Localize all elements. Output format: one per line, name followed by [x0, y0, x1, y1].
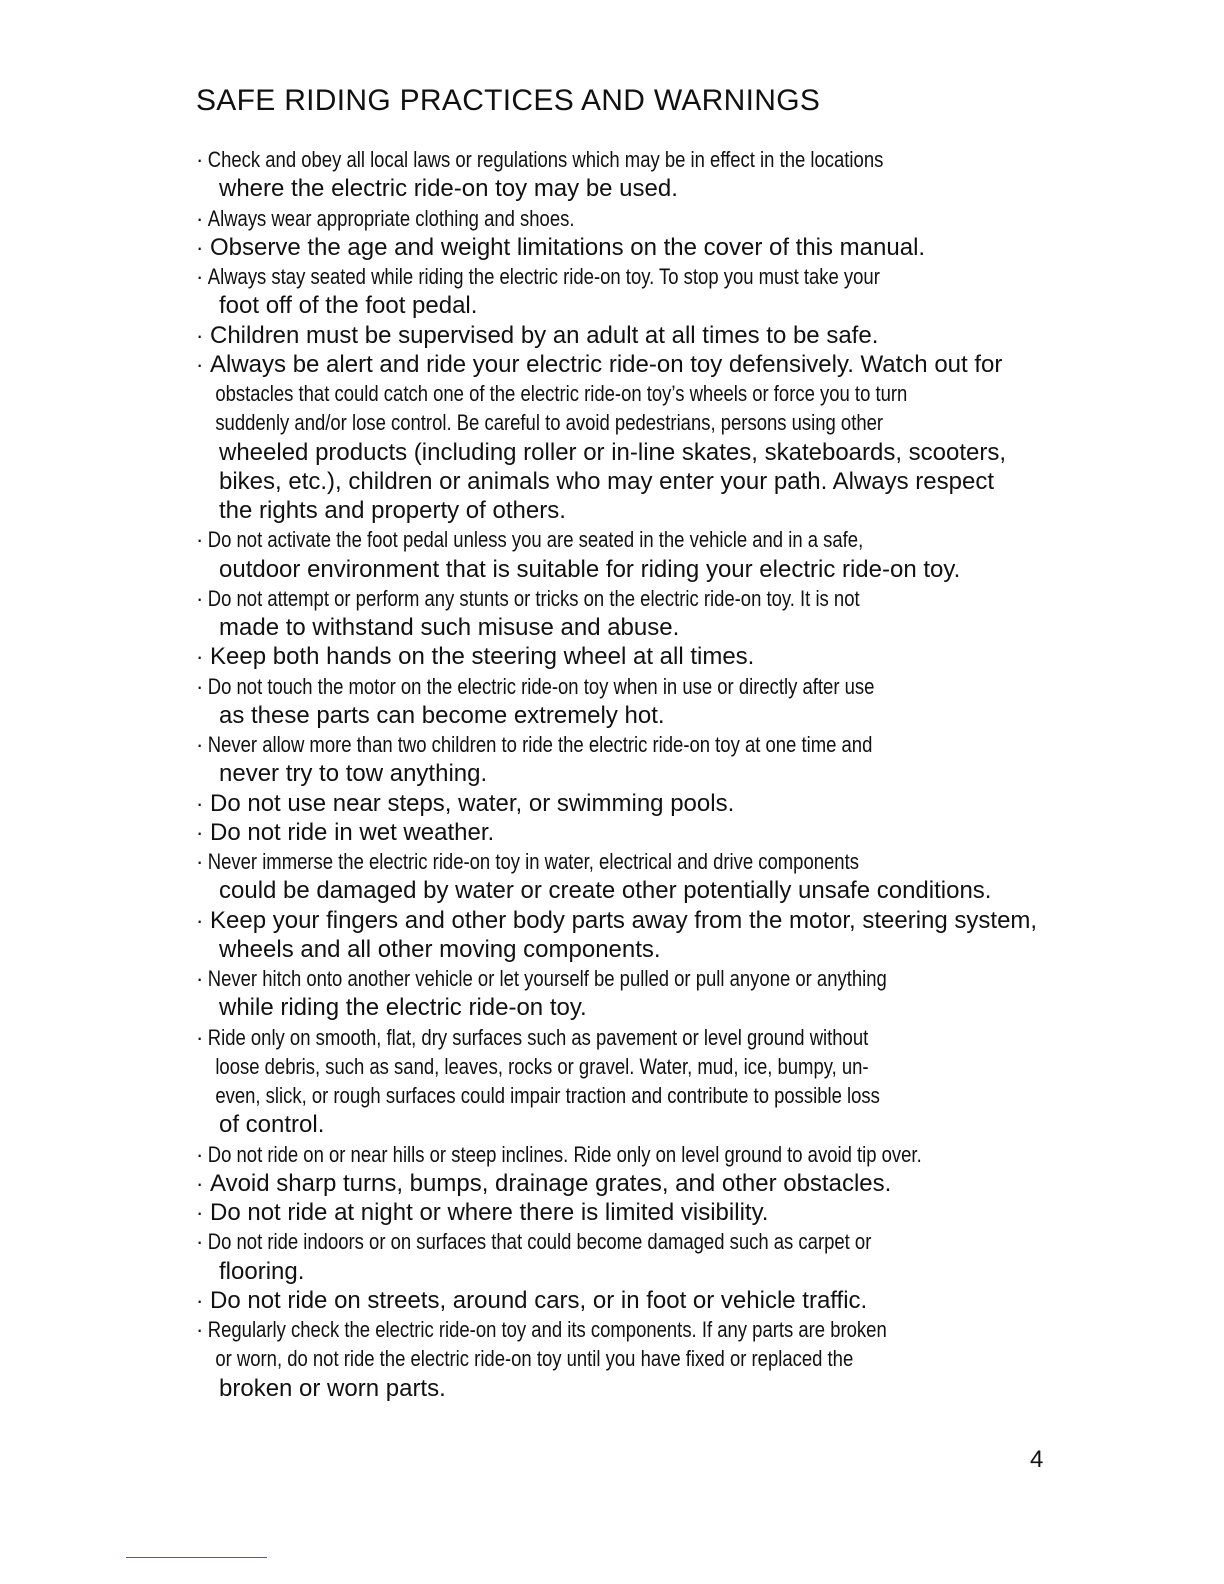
warning-text: Children must be supervised by an adult at all times to be safe. [210, 321, 879, 349]
warning-item [196, 145, 1116, 174]
warning-continuation [196, 1257, 1116, 1286]
warning-text: Always stay seated while riding the electric ride-on toy. To stop you must take your [207, 264, 880, 289]
warning-item [196, 730, 1116, 759]
warning-text: Do not use near steps, water, or swimming pools. [210, 789, 735, 817]
bullet-icon: · [196, 907, 204, 933]
warning-text: broken or worn parts. [219, 1374, 446, 1402]
bullet-icon: · [196, 790, 204, 816]
warning-text: flooring. [219, 1257, 305, 1285]
warning-text: Do not activate the foot pedal unless you are seated in the vehicle and in a safe, [207, 527, 864, 553]
bullet-icon: · [196, 673, 204, 699]
warning-continuation [196, 1052, 1116, 1081]
bullet-icon: · [196, 234, 204, 260]
warning-item [196, 233, 1116, 262]
warning-text: foot off of the foot pedal. [219, 292, 478, 320]
warning-item [196, 584, 1116, 613]
warning-continuation [196, 291, 1116, 320]
warning-item [196, 262, 1116, 291]
warning-text: outdoor environment that is suitable for riding your electric ride-on toy. [219, 555, 961, 583]
bullet-icon: · [196, 322, 204, 348]
warning-item [196, 818, 1116, 847]
page-number: 4 [1030, 1446, 1044, 1473]
warning-item [196, 1227, 1116, 1256]
warning-text: bikes, etc.), children or animals who may enter your path. Always respect [219, 467, 995, 495]
warning-text: Do not touch the motor on the electric ride-on toy when in use or directly after use [207, 673, 875, 699]
warning-item [196, 1169, 1116, 1198]
warning-text: Keep both hands on the steering wheel at all times. [210, 643, 755, 671]
bullet-icon: · [196, 147, 204, 172]
warning-text: wheeled products (including roller or in-line skates, skateboards, scooters, [219, 438, 1007, 466]
bullet-icon: · [196, 732, 204, 757]
warning-item [196, 906, 1116, 935]
warning-text: Regularly check the electric ride-on toy and its components. If any parts are broken [207, 1317, 887, 1342]
warning-item [196, 964, 1116, 993]
footer-rule [126, 1557, 267, 1558]
warning-text: Keep your fingers and other body parts away from the motor, steering system, [210, 906, 1038, 934]
bullet-icon: · [196, 1317, 204, 1342]
warning-item [196, 525, 1116, 554]
warning-text: Do not ride on or near hills or steep inclines. Ride only on level ground to avoid tip over. [207, 1141, 922, 1167]
bullet-icon: · [196, 1141, 204, 1167]
warning-text: where the electric ride-on toy may be used. [219, 175, 678, 203]
warning-text: or worn, do not ride the electric ride-on toy until you have fixed or replaced the [215, 1346, 854, 1372]
warning-continuation [196, 993, 1116, 1022]
warning-text: the rights and property of others. [219, 497, 566, 524]
bullet-icon: · [196, 1229, 204, 1255]
warning-continuation [196, 613, 1116, 642]
bullet-icon: · [196, 264, 204, 289]
warning-text: Never allow more than two children to ride the electric ride-on toy at one time and [207, 732, 873, 757]
warning-continuation [196, 876, 1116, 905]
warning-item [196, 1023, 1116, 1052]
warning-text: of control. [219, 1111, 325, 1139]
warning-text: obstacles that could catch one of the electric ride-on toy’s wheels or force you to turn [215, 381, 908, 406]
warning-item [196, 350, 1116, 379]
warning-text: Always wear appropriate clothing and shoes. [207, 205, 575, 231]
warning-text: never try to tow anything. [219, 760, 488, 788]
bullet-icon: · [196, 966, 204, 991]
warning-continuation [196, 1081, 1116, 1110]
warning-text: suddenly and/or lose control. Be careful to avoid pedestrians, persons using other [215, 410, 884, 436]
bullet-icon: · [196, 849, 204, 874]
warning-continuation [196, 1374, 1116, 1403]
warning-item [196, 1286, 1116, 1315]
warning-item [196, 1140, 1116, 1169]
warning-text: wheels and all other moving components. [219, 935, 661, 963]
bullet-icon: · [196, 1287, 204, 1313]
bullet-icon: · [196, 1170, 204, 1196]
warning-text: Do not ride at night or where there is limited visibility. [210, 1199, 769, 1226]
warning-text: could be damaged by water or create other potentially unsafe conditions. [219, 877, 992, 905]
warning-continuation [196, 496, 1116, 525]
warning-text: Always be alert and ride your electric ride-on toy defensively. Watch out for [210, 350, 1003, 378]
warning-continuation [196, 759, 1116, 788]
warning-text: made to withstand such misuse and abuse. [219, 614, 680, 641]
bullet-icon: · [196, 1200, 204, 1225]
warning-continuation [196, 555, 1116, 584]
warning-text: Ride only on smooth, flat, dry surfaces such as pavement or level ground without [207, 1024, 869, 1050]
page-title: SAFE RIDING PRACTICES AND WARNINGS [196, 84, 821, 117]
warning-item [196, 642, 1116, 671]
bullet-icon: · [196, 527, 204, 553]
warning-continuation [196, 701, 1116, 730]
bullet-icon: · [196, 205, 204, 231]
warning-continuation [196, 935, 1116, 964]
bullet-icon: · [196, 351, 204, 377]
warning-continuation [196, 408, 1116, 437]
warning-continuation [196, 379, 1116, 408]
warning-text: Do not attempt or perform any stunts or tricks on the electric ride-on toy. It is not [207, 585, 860, 611]
warning-item [196, 321, 1116, 350]
warning-item [196, 1315, 1116, 1344]
bullet-icon: · [196, 819, 204, 845]
warning-text: Check and obey all local laws or regulations which may be in effect in the locations [207, 147, 884, 172]
bullet-icon: · [196, 585, 204, 611]
warning-text: Never immerse the electric ride-on toy in water, electrical and drive components [207, 849, 859, 874]
warning-text: Do not ride on streets, around cars, or in foot or vehicle traffic. [210, 1286, 868, 1314]
warning-item [196, 672, 1116, 701]
warning-item [196, 204, 1116, 233]
warning-item [196, 1198, 1116, 1227]
warning-item [196, 847, 1116, 876]
warning-continuation [196, 1110, 1116, 1139]
warning-continuation [196, 467, 1116, 496]
warning-text: loose debris, such as sand, leaves, rocks or gravel. Water, mud, ice, bumpy, un- [215, 1053, 869, 1079]
warning-text: Do not ride in wet weather. [210, 818, 495, 846]
warning-text: Avoid sharp turns, bumps, drainage grates, and other obstacles. [210, 1169, 892, 1197]
warning-text: while riding the electric ride-on toy. [219, 994, 587, 1022]
warning-item [196, 789, 1116, 818]
bullet-icon: · [196, 1024, 204, 1050]
bullet-icon: · [196, 644, 204, 670]
warning-text: Never hitch onto another vehicle or let yourself be pulled or pull anyone or anything [207, 966, 887, 991]
warning-continuation [196, 1344, 1116, 1373]
warning-continuation [196, 438, 1116, 467]
warning-text: as these parts can become extremely hot. [219, 701, 665, 729]
warning-list [196, 145, 1116, 1403]
warning-text: Observe the age and weight limitations on the cover of this manual. [210, 233, 926, 261]
warning-text: Do not ride indoors or on surfaces that could become damaged such as carpet or [207, 1229, 872, 1255]
warning-text: even, slick, or rough surfaces could impair traction and contribute to possible loss [215, 1083, 880, 1108]
warning-continuation [196, 174, 1116, 203]
